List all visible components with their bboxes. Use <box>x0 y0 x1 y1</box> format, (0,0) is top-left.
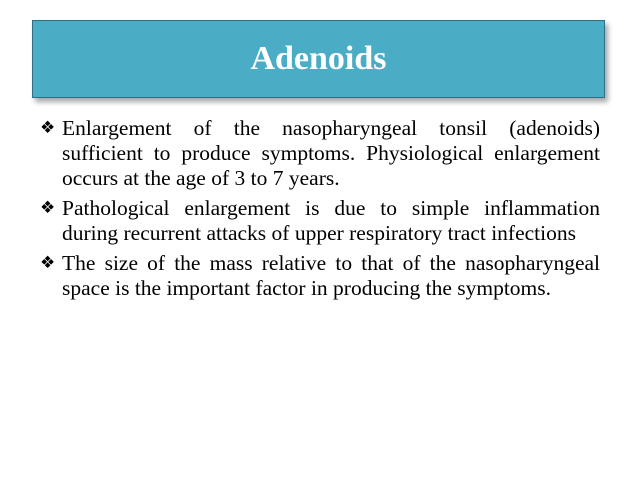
bullet-list <box>40 116 600 306</box>
bullet-text: Enlargement of the nasopharyngeal tonsil (adenoids) sufficient to produce symptoms. Physiological enlargement occurs at the age of 3 to 7 years. <box>62 116 600 190</box>
slide-title: Adenoids <box>250 40 387 77</box>
list-item <box>40 116 600 191</box>
diamond-bullet-icon: ❖ <box>40 118 56 138</box>
bullet-text: Pathological enlargement is due to simple inflammation during recurrent attacks of upper respiratory tract infections <box>62 196 600 245</box>
list-item <box>40 251 600 301</box>
list-item <box>40 196 600 246</box>
diamond-bullet-icon: ❖ <box>40 253 56 273</box>
diamond-bullet-icon: ❖ <box>40 198 56 218</box>
bullet-text: The size of the mass relative to that of the nasopharyngeal space is the important factor in producing the symptoms. <box>62 251 600 300</box>
title-banner <box>32 20 605 98</box>
